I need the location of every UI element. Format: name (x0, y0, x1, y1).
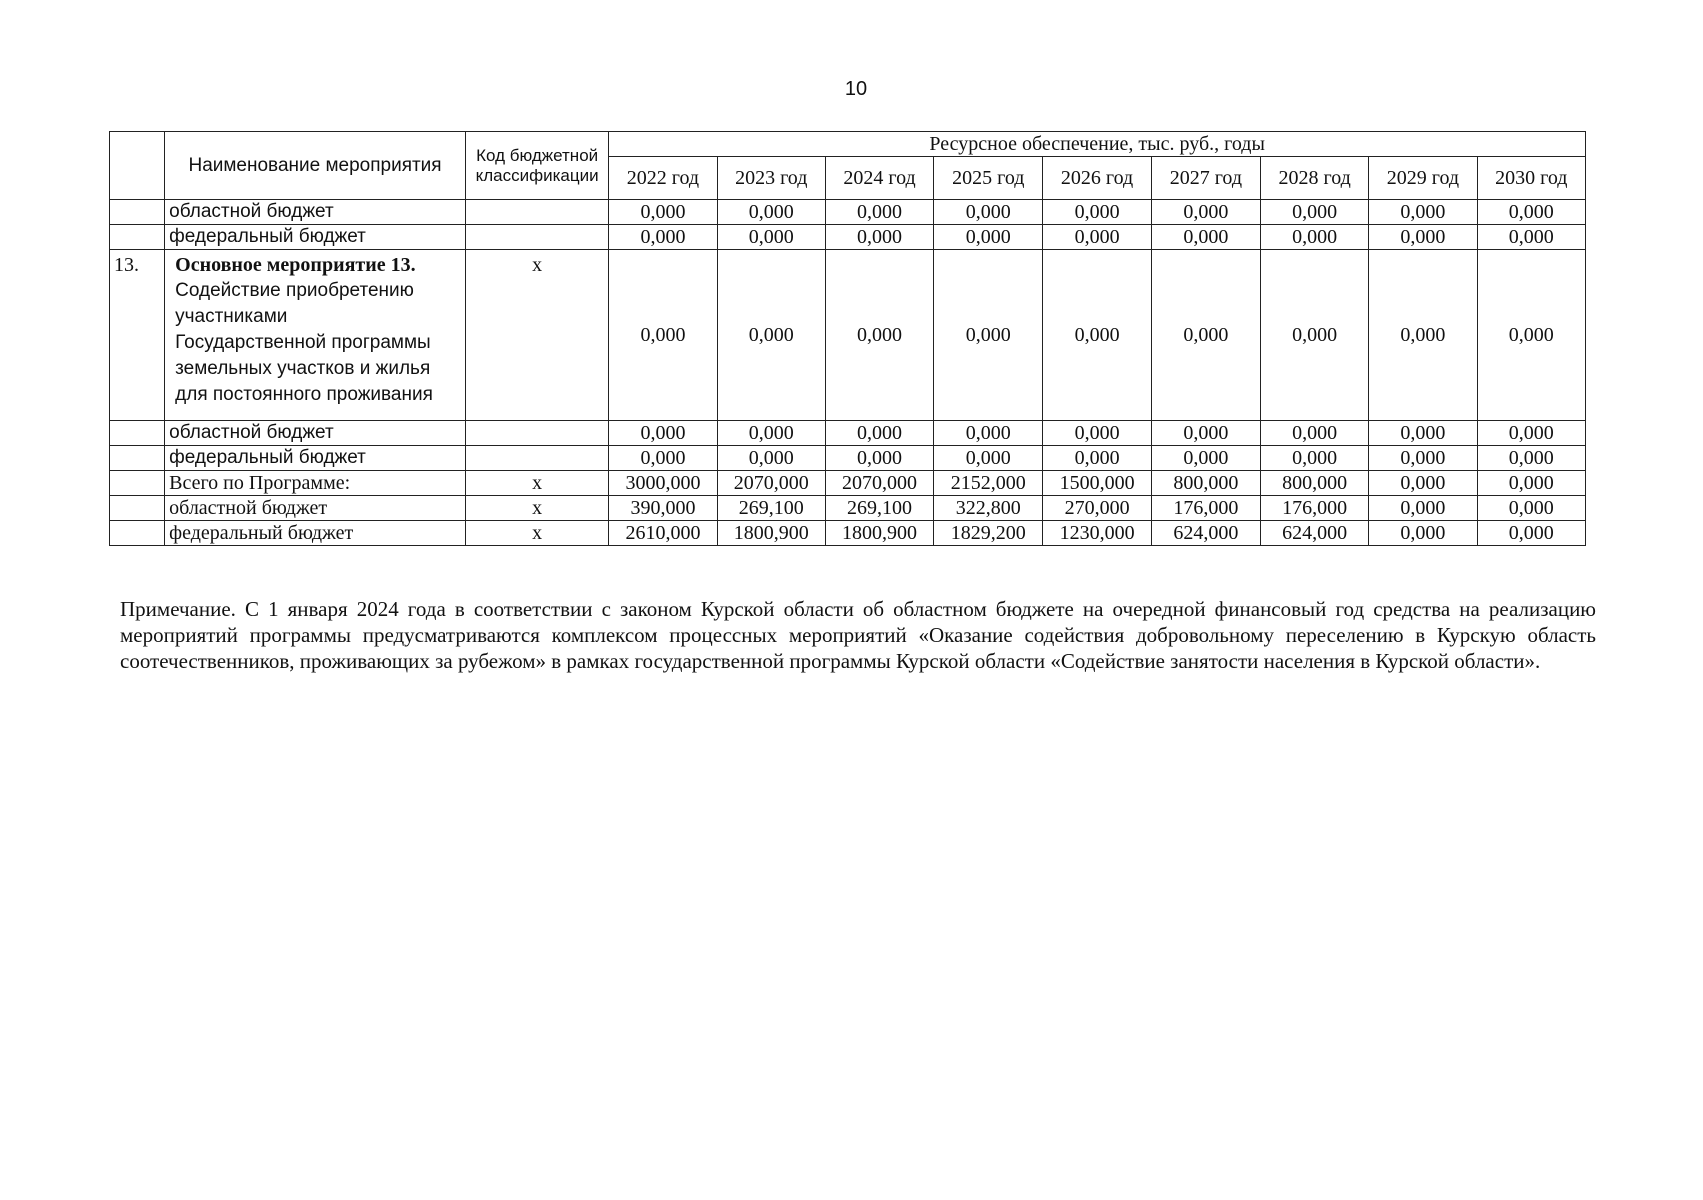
row-number (110, 200, 165, 225)
value-cell: 1800,900 (825, 521, 933, 546)
value-cell: 0,000 (717, 200, 825, 225)
row-number (110, 521, 165, 546)
table-row (110, 446, 1586, 471)
value-cell: 0,000 (1043, 421, 1151, 446)
header-year: 2026 год (1043, 157, 1151, 200)
row-name: федеральный бюджет (165, 521, 466, 546)
value-cell: 0,000 (1043, 225, 1151, 250)
row-number (110, 421, 165, 446)
row-code: х (465, 496, 608, 521)
header-year: 2022 год (609, 157, 717, 200)
value-cell: 2610,000 (609, 521, 717, 546)
value-cell: 322,800 (934, 496, 1043, 521)
table-row (110, 496, 1586, 521)
value-cell: 270,000 (1043, 496, 1151, 521)
value-cell: 0,000 (1369, 446, 1477, 471)
value-cell: 0,000 (1369, 471, 1477, 496)
budget-table (109, 131, 1586, 546)
value-cell: 2152,000 (934, 471, 1043, 496)
value-cell: 0,000 (1477, 471, 1585, 496)
value-cell: 0,000 (934, 446, 1043, 471)
value-cell: 1500,000 (1043, 471, 1151, 496)
row-number (110, 471, 165, 496)
value-cell: 0,000 (934, 421, 1043, 446)
row-number (110, 446, 165, 471)
row-code (465, 421, 608, 446)
value-cell: 0,000 (934, 225, 1043, 250)
header-year: 2030 год (1477, 157, 1585, 200)
table-header (110, 132, 1586, 200)
header-year: 2025 год (934, 157, 1043, 200)
header-year: 2029 год (1369, 157, 1477, 200)
row-code: х (465, 471, 608, 496)
value-cell: 800,000 (1261, 471, 1369, 496)
value-cell: 0,000 (1261, 446, 1369, 471)
value-cell: 0,000 (1369, 496, 1477, 521)
value-cell: 390,000 (609, 496, 717, 521)
footnote (120, 596, 1596, 674)
value-cell: 0,000 (1369, 200, 1477, 225)
header-year: 2028 год (1261, 157, 1369, 200)
value-cell: 1800,900 (717, 521, 825, 546)
value-cell: 0,000 (717, 446, 825, 471)
value-cell: 0,000 (934, 250, 1043, 421)
value-cell: 0,000 (1151, 250, 1260, 421)
value-cell: 1230,000 (1043, 521, 1151, 546)
main-event-row (110, 250, 1586, 421)
value-cell: 0,000 (1477, 496, 1585, 521)
value-cell: 0,000 (1261, 250, 1369, 421)
main-event-title: Основное мероприятие 13. (175, 254, 416, 276)
value-cell: 0,000 (934, 200, 1043, 225)
value-cell: 176,000 (1151, 496, 1260, 521)
footnote-text: Примечание. С 1 января 2024 года в соответствии с законом Курской области об областном бюджете на очередной финансовый год средства на реализацию мероприятий программы предусматриваются комплексом процессных мероприятий «Оказание содействия добровольному переселению в Курскую область соотечественников, проживающих за рубежом» в рамках государственной программы Курской области «Содействие занятости населения в Курской области». (120, 597, 1596, 673)
value-cell: 0,000 (1477, 421, 1585, 446)
header-resource-group: Ресурсное обеспечение, тыс. руб., годы (609, 132, 1586, 157)
header-code-col: Код бюджетной классификации (465, 132, 608, 200)
row-name: областной бюджет (165, 421, 466, 446)
value-cell: 0,000 (1369, 521, 1477, 546)
row-code (465, 446, 608, 471)
value-cell: 0,000 (1151, 421, 1260, 446)
table-row (110, 471, 1586, 496)
value-cell: 0,000 (717, 421, 825, 446)
header-name-col: Наименование мероприятия (165, 132, 466, 200)
value-cell: 0,000 (609, 446, 717, 471)
value-cell: 0,000 (1369, 250, 1477, 421)
value-cell: 0,000 (1043, 446, 1151, 471)
table-row (110, 421, 1586, 446)
value-cell: 0,000 (825, 421, 933, 446)
value-cell: 0,000 (1369, 421, 1477, 446)
value-cell: 0,000 (1477, 521, 1585, 546)
value-cell: 624,000 (1151, 521, 1260, 546)
row-code (465, 225, 608, 250)
value-cell: 176,000 (1261, 496, 1369, 521)
value-cell: 269,100 (825, 496, 933, 521)
value-cell: 0,000 (717, 225, 825, 250)
page-number: 10 (844, 78, 868, 100)
row-code: х (465, 250, 608, 421)
value-cell: 0,000 (717, 250, 825, 421)
value-cell: 0,000 (609, 225, 717, 250)
row-code (465, 200, 608, 225)
row-name: Всего по Программе: (165, 471, 466, 496)
value-cell: 0,000 (825, 446, 933, 471)
row-number (110, 225, 165, 250)
value-cell: 0,000 (1261, 200, 1369, 225)
value-cell: 0,000 (825, 250, 933, 421)
row-number (110, 496, 165, 521)
value-cell: 0,000 (825, 200, 933, 225)
value-cell: 0,000 (1261, 421, 1369, 446)
header-year: 2024 год (825, 157, 933, 200)
row-name: федеральный бюджет (165, 225, 466, 250)
value-cell: 0,000 (1043, 200, 1151, 225)
value-cell: 2070,000 (717, 471, 825, 496)
value-cell: 3000,000 (609, 471, 717, 496)
table-row (110, 200, 1586, 225)
value-cell: 0,000 (609, 250, 717, 421)
header-year: 2023 год (717, 157, 825, 200)
value-cell: 624,000 (1261, 521, 1369, 546)
value-cell: 0,000 (609, 421, 717, 446)
value-cell: 0,000 (1477, 225, 1585, 250)
value-cell: 0,000 (1043, 250, 1151, 421)
row-number: 13. (110, 250, 165, 421)
value-cell: 1829,200 (934, 521, 1043, 546)
value-cell: 0,000 (1151, 446, 1260, 471)
table-row (110, 521, 1586, 546)
row-name: областной бюджет (165, 200, 466, 225)
value-cell: 0,000 (609, 200, 717, 225)
table-row (110, 225, 1586, 250)
value-cell: 2070,000 (825, 471, 933, 496)
row-name: федеральный бюджет (165, 446, 466, 471)
value-cell: 0,000 (1151, 200, 1260, 225)
value-cell: 0,000 (1369, 225, 1477, 250)
value-cell: 0,000 (1477, 446, 1585, 471)
main-event-name (165, 250, 466, 421)
value-cell: 800,000 (1151, 471, 1260, 496)
row-code: х (465, 521, 608, 546)
value-cell: 0,000 (1261, 225, 1369, 250)
value-cell: 0,000 (1477, 200, 1585, 225)
main-event-description: Содействие приобретению участниками Государственной программы земельных участков и жилья для постоянного проживания (175, 280, 433, 405)
value-cell: 0,000 (1151, 225, 1260, 250)
header-num-cell (110, 132, 165, 200)
value-cell: 269,100 (717, 496, 825, 521)
row-name: областной бюджет (165, 496, 466, 521)
header-year: 2027 год (1151, 157, 1260, 200)
value-cell: 0,000 (825, 225, 933, 250)
value-cell: 0,000 (1477, 250, 1585, 421)
